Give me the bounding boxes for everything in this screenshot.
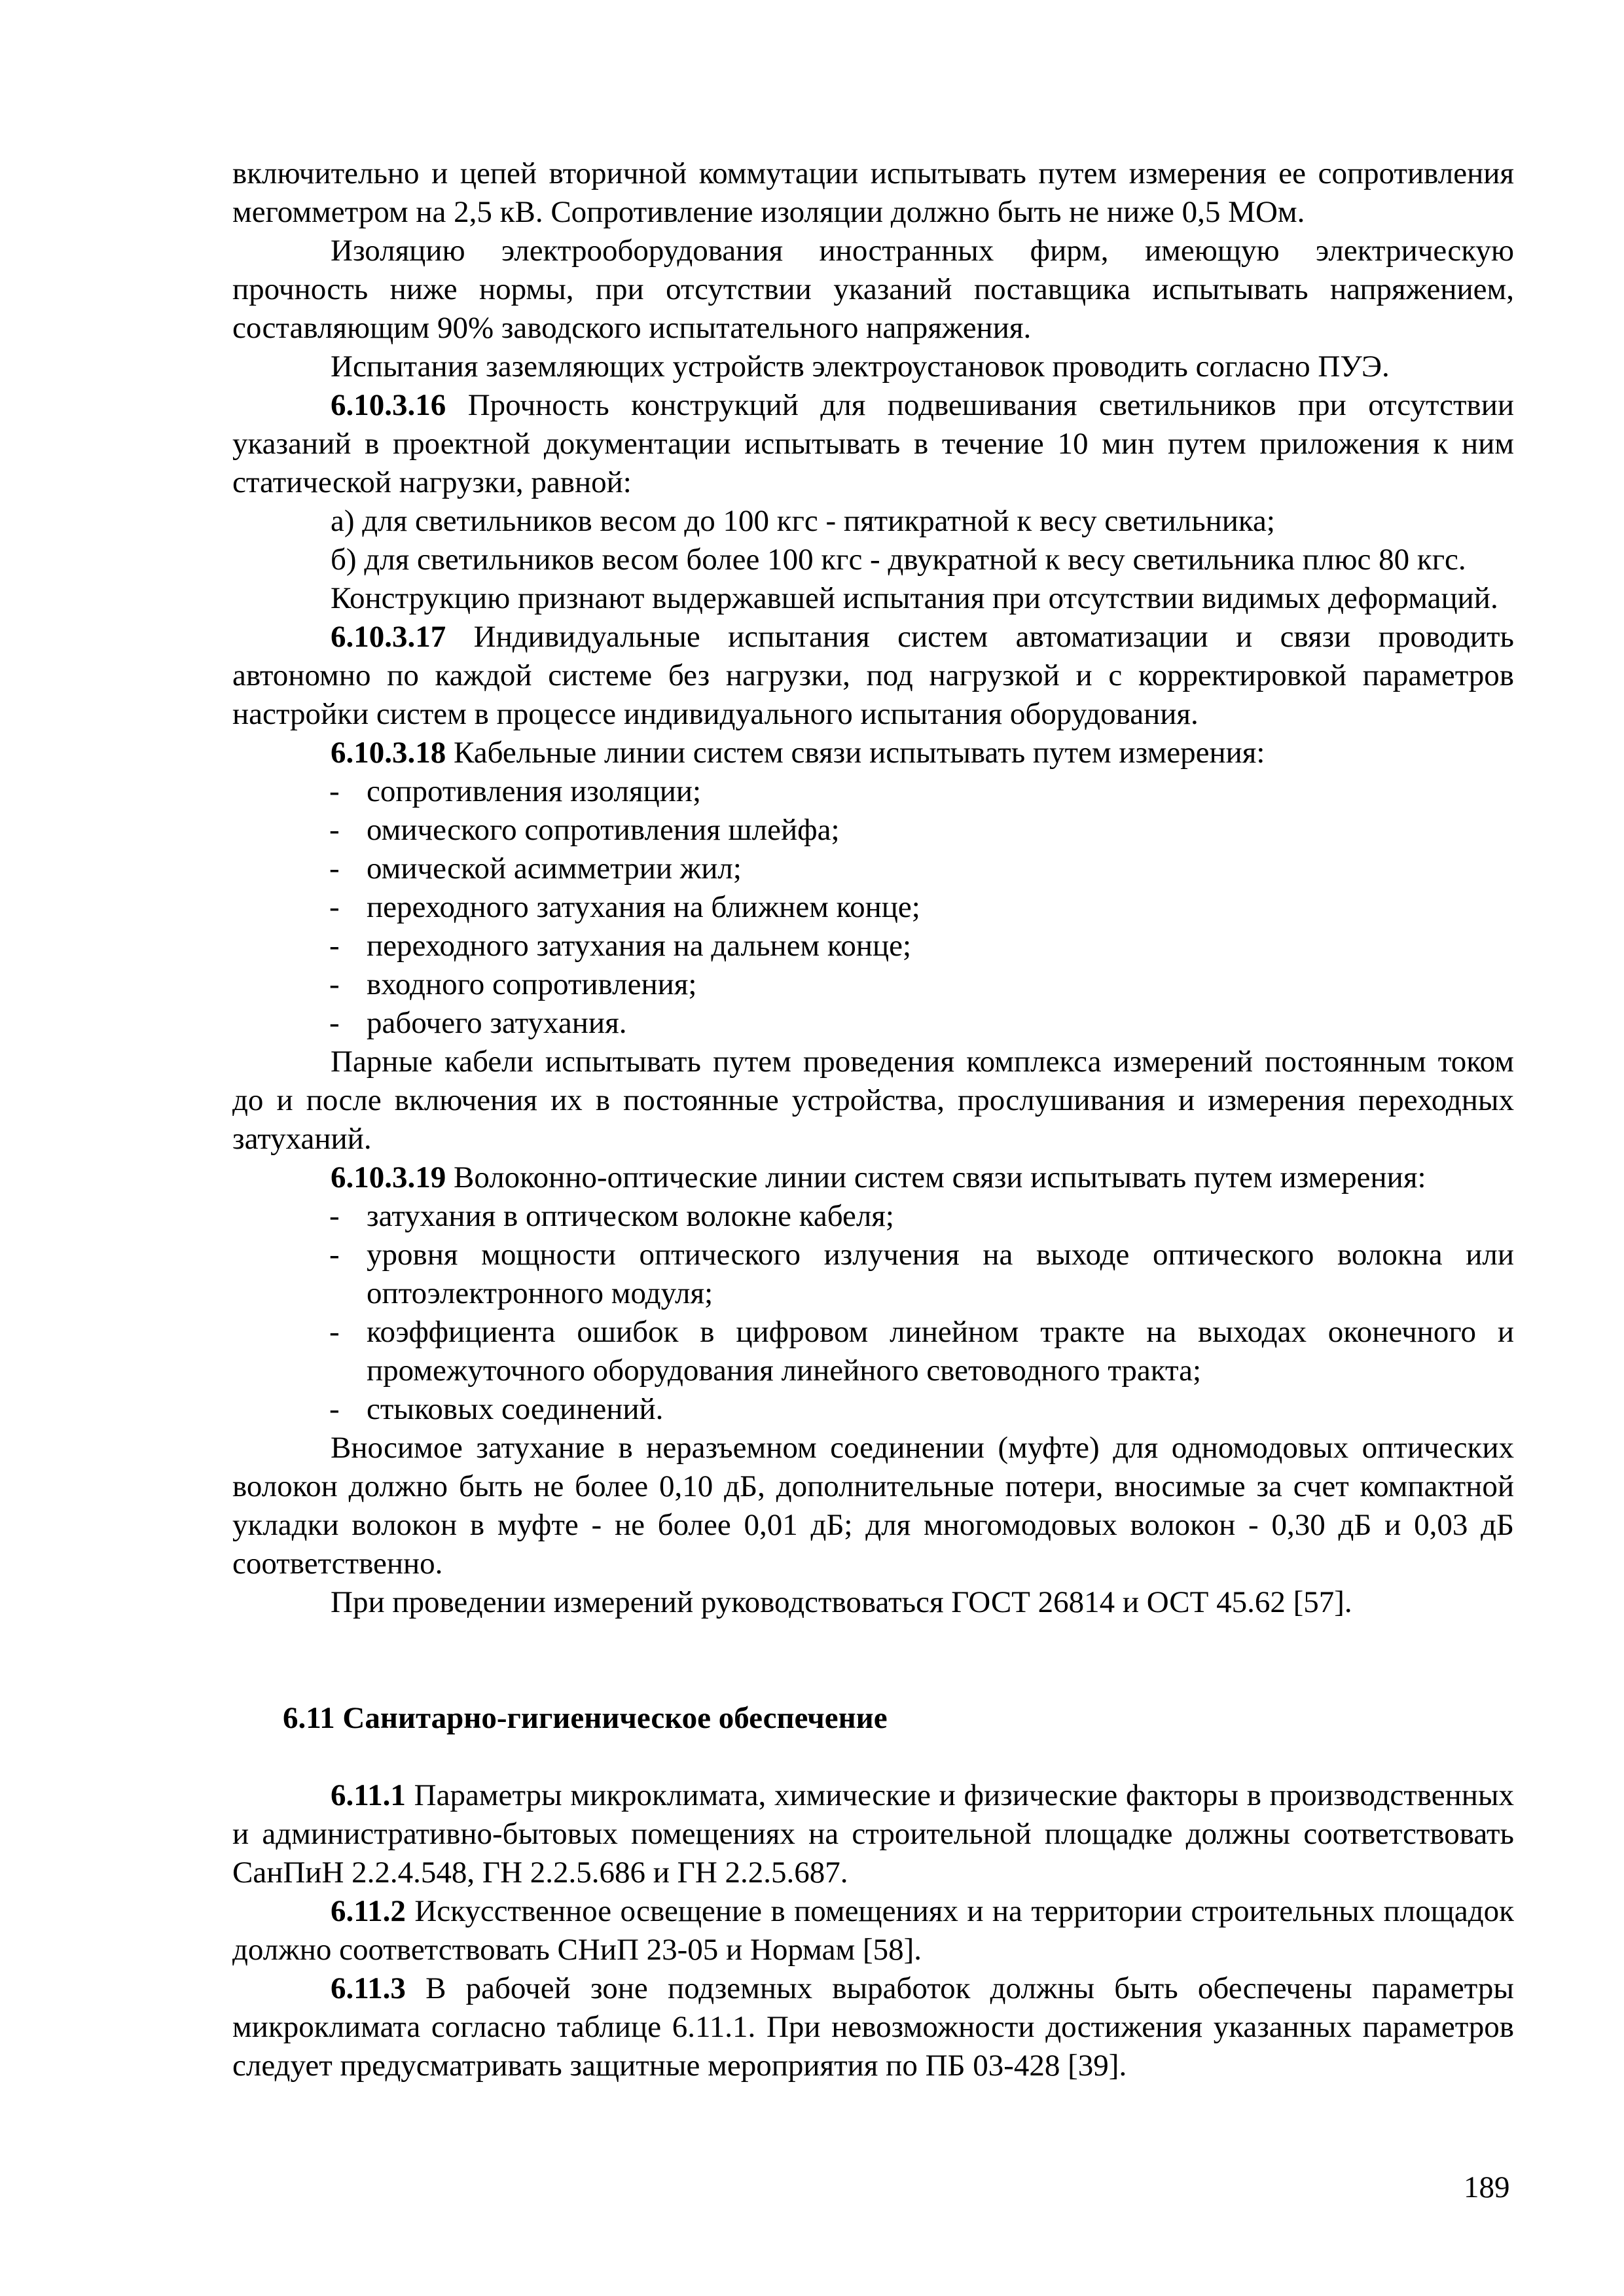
- section-text: Индивидуальные испытания систем автоматизации и связи проводить автономно по каждой системе без нагрузки, под нагрузкой и с корректировкой параметров настройки систем в процессе индивидуального испытания оборудования.: [232, 620, 1514, 731]
- list-item: [232, 850, 1514, 888]
- section-text: Параметры микроклимата, химические и физические факторы в производственных и административно-бытовых помещениях на строительной площадке должны соответствовать СанПиН 2.2.4.548, ГН 2.2.5.686 и ГН 2.2.5.687.: [232, 1778, 1514, 1890]
- list-item-text: омической асимметрии жил;: [367, 852, 742, 886]
- list-item-text: стыковых соединений.: [367, 1392, 664, 1426]
- section-6-10-3-16: [232, 386, 1514, 502]
- section-number: 6.10.3.19: [331, 1160, 446, 1194]
- list-item: [232, 772, 1514, 811]
- section-heading: 6.11 Санитарно-гигиеническое обеспечение: [283, 1701, 888, 1735]
- section-number: 6.10.3.18: [331, 736, 446, 770]
- section-6-11-2: [232, 1892, 1514, 1969]
- list-dash: -: [329, 852, 340, 886]
- list-item-text: коэффициента ошибок в цифровом линейном тракте на выходах оконечного и промежуточного оборудования линейного световодного тракта;: [367, 1315, 1514, 1388]
- paragraph: Вносимое затухание в неразъемном соединении (муфте) для одномодовых оптических волокон должно быть не более 0,10 дБ, дополнительные потери, вносимые за счет компактной укладки волокон в муфте - не более 0,01 дБ; для многомодовых волокон - 0,30 дБ и 0,03 дБ соответственно.: [232, 1431, 1514, 1581]
- list-item: [232, 965, 1514, 1004]
- page-number: 189: [1464, 2170, 1510, 2204]
- paragraph: Изоляцию электрооборудования иностранных фирм, имеющую электрическую прочность ниже нормы, при отсутствии указаний поставщика испытывать напряжением, составляющим 90% заводского испытательного напряжения.: [232, 234, 1514, 345]
- section-text: В рабочей зоне подземных выработок должны быть обеспечены параметры микроклимата согласно таблице 6.11.1. При невозможности достижения указанных параметров следует предусматривать защитные мероприятия по ПБ 03-428 [39].: [232, 1971, 1514, 2083]
- list-item: [232, 1197, 1514, 1236]
- section-6-11-3: [232, 1969, 1514, 2085]
- list-dash: -: [329, 1006, 340, 1040]
- list-item: [232, 927, 1514, 965]
- section-number: 6.11.1: [331, 1778, 406, 1812]
- list-item-text: переходного затухания на ближнем конце;: [367, 890, 920, 924]
- paragraph: Парные кабели испытывать путем проведения комплекса измерений постоянным током до и после включения их в постоянные устройства, прослушивания и измерения переходных затуханий.: [232, 1045, 1514, 1156]
- list-dash: -: [329, 1238, 340, 1272]
- list-item-text: входного сопротивления;: [367, 967, 697, 1001]
- section-6-10-3-17: [232, 618, 1514, 734]
- section-text: Искусственное освещение в помещениях и на территории строительных площадок должно соответствовать СНиП 23-05 и Нормам [58].: [232, 1894, 1514, 1967]
- paragraph: При проведении измерений руководствоваться ГОСТ 26814 и ОСТ 45.62 [57].: [331, 1585, 1352, 1619]
- section-number: 6.10.3.16: [331, 388, 446, 422]
- list-dash: -: [329, 967, 340, 1001]
- list-item-text: омического сопротивления шлейфа;: [367, 813, 840, 847]
- list-dash: -: [329, 890, 340, 924]
- list-item-text: затухания в оптическом волокне кабеля;: [367, 1199, 894, 1233]
- list-item: [232, 1390, 1514, 1429]
- section-6-10-3-19: [232, 1158, 1514, 1197]
- list-item: [232, 888, 1514, 927]
- list-dash: -: [329, 1199, 340, 1233]
- section-6-11-1: [232, 1776, 1514, 1892]
- section-number: 6.11.3: [331, 1971, 406, 2005]
- list-item: [232, 811, 1514, 850]
- list-item: [232, 1004, 1514, 1043]
- list-item: б) для светильников весом более 100 кгс - двукратной к весу светильника плюс 80 кгс.: [331, 543, 1466, 577]
- list-dash: -: [329, 929, 340, 963]
- list-dash: -: [329, 774, 340, 808]
- page-body: [232, 154, 1514, 2085]
- section-text: Волоконно-оптические линии систем связи испытывать путем измерения:: [446, 1160, 1426, 1194]
- list-item: а) для светильников весом до 100 кгс - пятикратной к весу светильника;: [331, 504, 1275, 538]
- section-number: 6.10.3.17: [331, 620, 446, 654]
- section-text: Прочность конструкций для подвешивания светильников при отсутствии указаний в проектной документации испытывать в течение 10 мин путем приложения к ним статической нагрузки, равной:: [232, 388, 1514, 499]
- section-text: Кабельные линии систем связи испытывать путем измерения:: [446, 736, 1265, 770]
- section-number: 6.11.2: [331, 1894, 406, 1928]
- list-item: [232, 1236, 1514, 1313]
- list-dash: -: [329, 1315, 340, 1349]
- paragraph: Испытания заземляющих устройств электроустановок проводить согласно ПУЭ.: [331, 350, 1390, 384]
- list-dash: -: [329, 813, 340, 847]
- list-item-text: сопротивления изоляции;: [367, 774, 702, 808]
- paragraph: Конструкцию признают выдержавшей испытания при отсутствии видимых деформаций.: [331, 581, 1498, 615]
- list-item-text: уровня мощности оптического излучения на выходе оптического волокна или оптоэлектронного модуля;: [367, 1238, 1514, 1310]
- list-item: [232, 1313, 1514, 1390]
- list-item-text: переходного затухания на дальнем конце;: [367, 929, 912, 963]
- section-6-10-3-18: [232, 734, 1514, 772]
- paragraph: включительно и цепей вторичной коммутации испытывать путем измерения ее сопротивления мегомметром на 2,5 кВ. Сопротивление изоляции должно быть не ниже 0,5 МОм.: [232, 156, 1514, 229]
- list-dash: -: [329, 1392, 340, 1426]
- list-item-text: рабочего затухания.: [367, 1006, 627, 1040]
